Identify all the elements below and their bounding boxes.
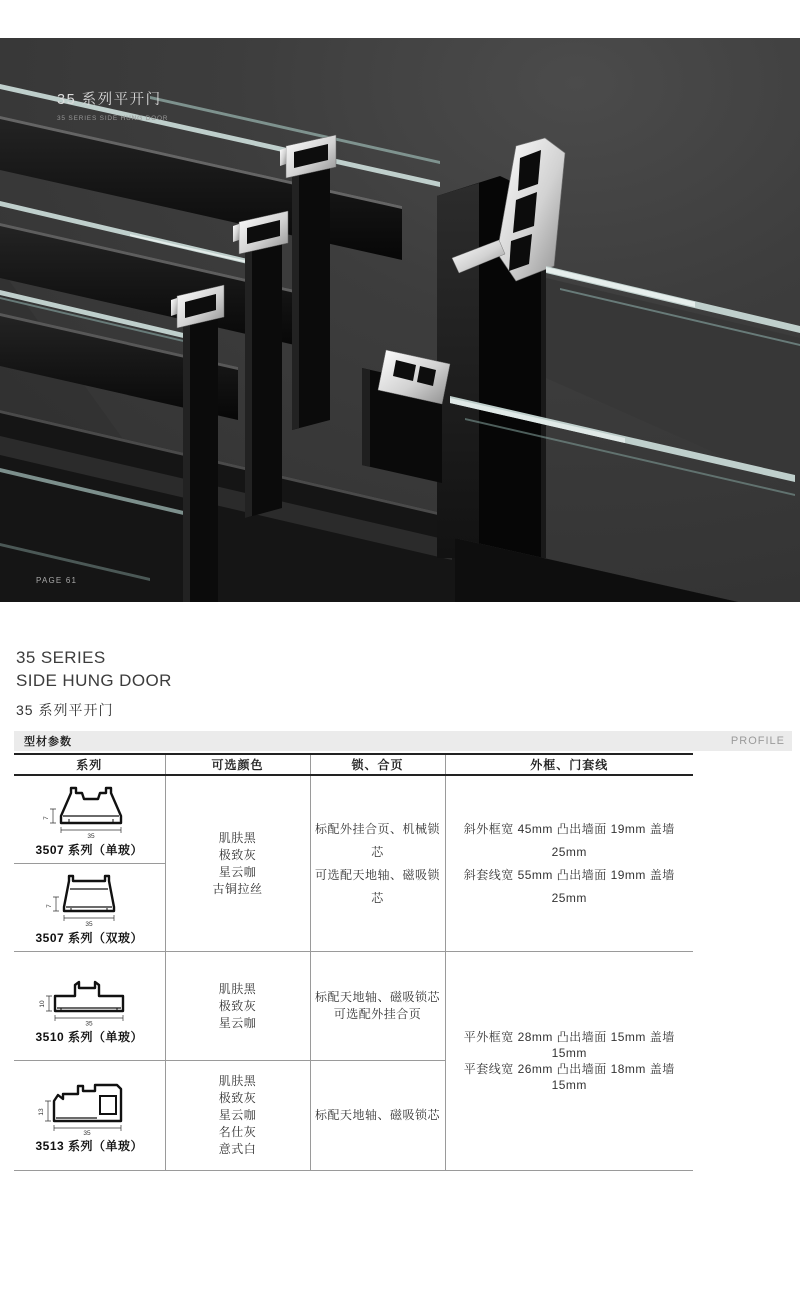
dim-width: 35 bbox=[83, 1130, 91, 1135]
profile-drawing-3513 bbox=[37, 1077, 141, 1135]
color-option: 极致灰 bbox=[218, 1091, 257, 1105]
color-option: 意式白 bbox=[218, 1142, 257, 1156]
lock-cell-3507 bbox=[310, 775, 445, 952]
hero-title-cn: 35 系列平开门 bbox=[57, 92, 162, 108]
params-bar bbox=[14, 731, 792, 751]
colors-cell-3513 bbox=[165, 1061, 310, 1171]
col-header-series: 系列 bbox=[14, 754, 165, 775]
section-title-en-1: 35 SERIES bbox=[16, 648, 106, 667]
dim-width: 35 bbox=[87, 833, 95, 839]
hero-title-en: 35 SERIES SIDE HUNG DOOR bbox=[57, 115, 169, 122]
color-option: 极致灰 bbox=[218, 847, 257, 862]
lock-spec: 标配外挂合页、机械锁芯 bbox=[314, 821, 440, 859]
color-option: 极致灰 bbox=[218, 998, 257, 1013]
frame-spec: 平外框宽 28mm 凸出墙面 15mm 盖墙 15mm bbox=[463, 1030, 675, 1060]
color-option: 星云咖 bbox=[218, 864, 257, 879]
render-scene bbox=[0, 38, 800, 602]
profile-drawing-3507-single bbox=[37, 781, 141, 839]
lock-spec: 可选配外挂合页 bbox=[333, 1007, 422, 1021]
table-row-3507-single bbox=[14, 775, 693, 864]
lock-spec: 可选配天地轴、磁吸锁芯 bbox=[314, 867, 440, 905]
series-cell-3507-double bbox=[14, 864, 165, 952]
dim-height: 7 bbox=[46, 904, 54, 908]
frame-cell-3507 bbox=[445, 775, 693, 952]
lock-spec: 标配天地轴、磁吸锁芯 bbox=[314, 1108, 440, 1122]
profile-drawing-3507-double bbox=[37, 869, 141, 927]
lock-cell-3513 bbox=[310, 1061, 445, 1171]
dim-height: 10 bbox=[39, 999, 47, 1008]
series-cell-3507-single bbox=[14, 775, 165, 864]
color-option: 肌肤黑 bbox=[218, 1074, 257, 1088]
col-header-frame: 外框、门套线 bbox=[445, 754, 693, 775]
color-option: 肌肤黑 bbox=[218, 830, 257, 845]
lock-cell-3510 bbox=[310, 952, 445, 1061]
col-header-lock: 锁、合页 bbox=[310, 754, 445, 775]
color-option: 名仕灰 bbox=[218, 1125, 257, 1139]
lock-spec: 标配天地轴、磁吸锁芯 bbox=[314, 990, 440, 1004]
col-header-colors: 可选颜色 bbox=[165, 754, 310, 775]
colors-cell-3510 bbox=[165, 952, 310, 1061]
spec-table bbox=[14, 753, 693, 1171]
series-cell-3513 bbox=[14, 1061, 165, 1171]
dim-width: 35 bbox=[85, 921, 93, 927]
section-heading bbox=[16, 646, 172, 720]
series-cell-3510 bbox=[14, 952, 165, 1061]
dim-height: 7 bbox=[43, 816, 51, 820]
hero-page-label: PAGE 61 bbox=[36, 576, 78, 585]
params-bar-label: 型材参数 bbox=[24, 736, 72, 748]
dim-width: 35 bbox=[85, 1020, 93, 1026]
section-title-en-2: SIDE HUNG DOOR bbox=[16, 671, 172, 690]
series-label-3513: 3513 系列（单玻） bbox=[35, 1139, 144, 1153]
frame-cell-group2 bbox=[445, 952, 693, 1171]
colors-cell-3507 bbox=[165, 775, 310, 952]
frame-spec: 斜套线宽 55mm 凸出墙面 19mm 盖墙 25mm bbox=[463, 867, 675, 905]
series-label-3507-single: 3507 系列（单玻） bbox=[35, 843, 144, 857]
color-option: 肌肤黑 bbox=[218, 981, 257, 996]
color-option: 星云咖 bbox=[218, 1015, 257, 1030]
profile-drawing-3510 bbox=[37, 968, 141, 1026]
series-label-3507-double: 3507 系列（双玻） bbox=[35, 931, 144, 945]
hero-render bbox=[0, 38, 800, 602]
dim-height: 13 bbox=[38, 1108, 46, 1116]
table-row-3510 bbox=[14, 952, 693, 1061]
color-option: 星云咖 bbox=[218, 1108, 257, 1122]
frame-spec: 平套线宽 26mm 凸出墙面 18mm 盖墙 15mm bbox=[463, 1062, 675, 1092]
params-bar-profile-label: PROFILE bbox=[730, 735, 785, 747]
table-header-row bbox=[14, 754, 693, 775]
series-label-3510: 3510 系列（单玻） bbox=[35, 1029, 144, 1044]
color-option: 古铜拉丝 bbox=[212, 881, 263, 896]
frame-spec: 斜外框宽 45mm 凸出墙面 19mm 盖墙 25mm bbox=[463, 821, 675, 859]
section-title-cn: 35 系列平开门 bbox=[16, 702, 114, 718]
